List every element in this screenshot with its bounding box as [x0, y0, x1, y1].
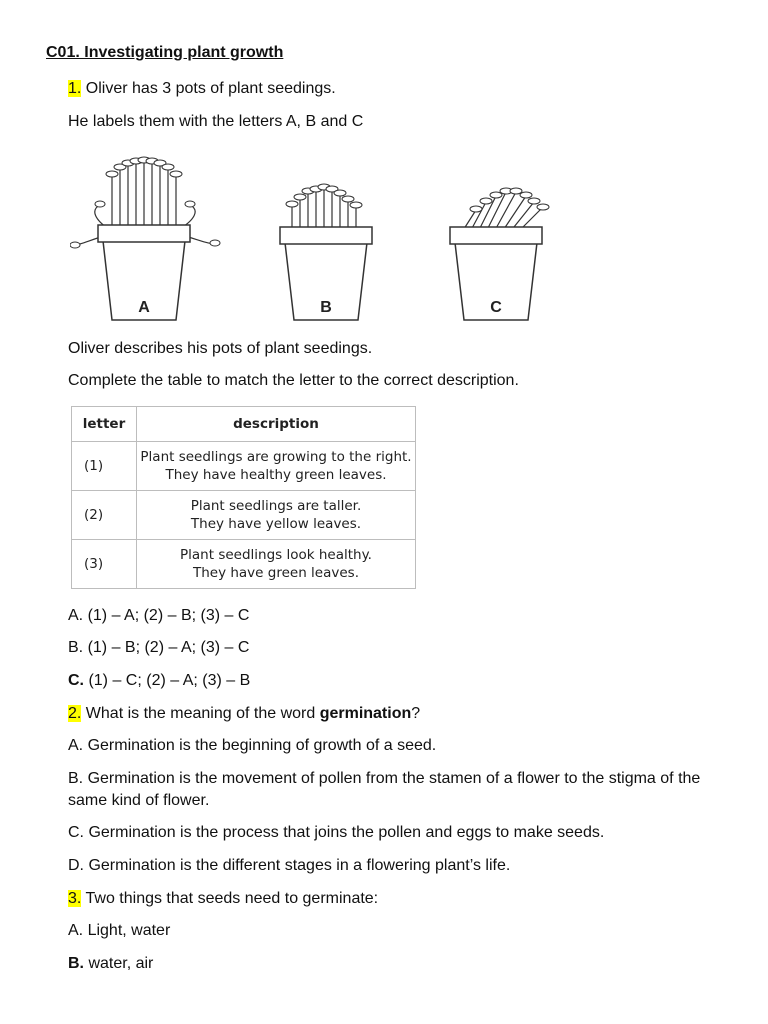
- q1-option-c: [68, 670, 250, 692]
- question-2: [68, 703, 420, 725]
- table-cell-letter: (3): [72, 540, 137, 589]
- q2-option-c: C. Germination is the process that joins the pollen and eggs to make seeds.: [68, 824, 605, 841]
- question-1: [68, 78, 336, 100]
- description-line: Plant seedlings are taller.: [190, 498, 362, 514]
- table-row: [72, 540, 416, 589]
- page-title: C01. Investigating plant growth: [46, 44, 284, 61]
- option-key: B.: [68, 639, 84, 656]
- table-cell-letter: (2): [72, 491, 137, 540]
- question-1-line-3: Oliver describes his pots of plant seedings.: [68, 340, 373, 357]
- table-cell-letter: (1): [72, 442, 137, 491]
- question-1-line-4: Complete the table to match the letter to the correct description.: [68, 372, 519, 389]
- description-line: Plant seedlings are growing to the right.: [140, 449, 412, 465]
- q3-option-b: [68, 953, 153, 975]
- question-number: 1.: [68, 80, 82, 97]
- q2-option-d: D. Germination is the different stages in a flowering plant’s life.: [68, 857, 511, 874]
- pot-b: [280, 184, 372, 320]
- question-number: 3.: [68, 890, 82, 907]
- q1-option-b: [68, 637, 249, 659]
- option-key: A.: [68, 607, 84, 624]
- table-header-description: description: [137, 407, 416, 442]
- table-row: [72, 442, 416, 491]
- q3-option-a: [68, 920, 170, 942]
- question-text: What is the meaning of the word: [81, 705, 320, 722]
- question-text-end: ?: [411, 705, 421, 722]
- table-cell-description: [137, 491, 416, 540]
- option-key: A.: [68, 922, 84, 939]
- pot-label-a: A: [138, 299, 150, 316]
- option-text: water, air: [84, 955, 154, 972]
- description-line: They have yellow leaves.: [190, 516, 362, 532]
- option-text: Light, water: [83, 922, 171, 939]
- pot-label-b: B: [320, 299, 332, 316]
- option-key: C.: [68, 672, 84, 689]
- table-header-row: [72, 407, 416, 442]
- table-cell-description: [137, 442, 416, 491]
- keyword: germination: [319, 705, 412, 722]
- question-3: [68, 888, 378, 910]
- option-text: (1) – C; (2) – A; (3) – B: [84, 672, 251, 689]
- question-number: 2.: [68, 705, 82, 722]
- q2-option-a: A. Germination is the beginning of growth of a seed.: [68, 737, 437, 754]
- description-line: They have healthy green leaves.: [165, 467, 387, 483]
- option-key: B.: [68, 955, 84, 972]
- q1-option-a: [68, 605, 249, 627]
- plant-pots-illustration: [70, 150, 590, 330]
- option-text: (1) – B; (2) – A; (3) – C: [83, 639, 250, 656]
- table-cell-description: [137, 540, 416, 589]
- option-text: (1) – A; (2) – B; (3) – C: [83, 607, 250, 624]
- matching-table: [71, 406, 416, 589]
- question-text: Two things that seeds need to germinate:: [81, 890, 379, 907]
- description-line: Plant seedlings look healthy.: [180, 547, 372, 563]
- question-text: Oliver has 3 pots of plant seedings.: [81, 80, 336, 97]
- table-header-letter: letter: [72, 407, 137, 442]
- pot-a: [70, 157, 220, 320]
- question-1-line-2: He labels them with the letters A, B and C: [68, 113, 364, 130]
- pot-c: [450, 188, 549, 320]
- description-line: They have green leaves.: [192, 565, 360, 581]
- table-row: [72, 491, 416, 540]
- pot-label-c: C: [490, 299, 502, 316]
- q2-option-b: B. Germination is the movement of pollen from the stamen of a flower to the stigma of the same kind of flower.: [68, 770, 701, 809]
